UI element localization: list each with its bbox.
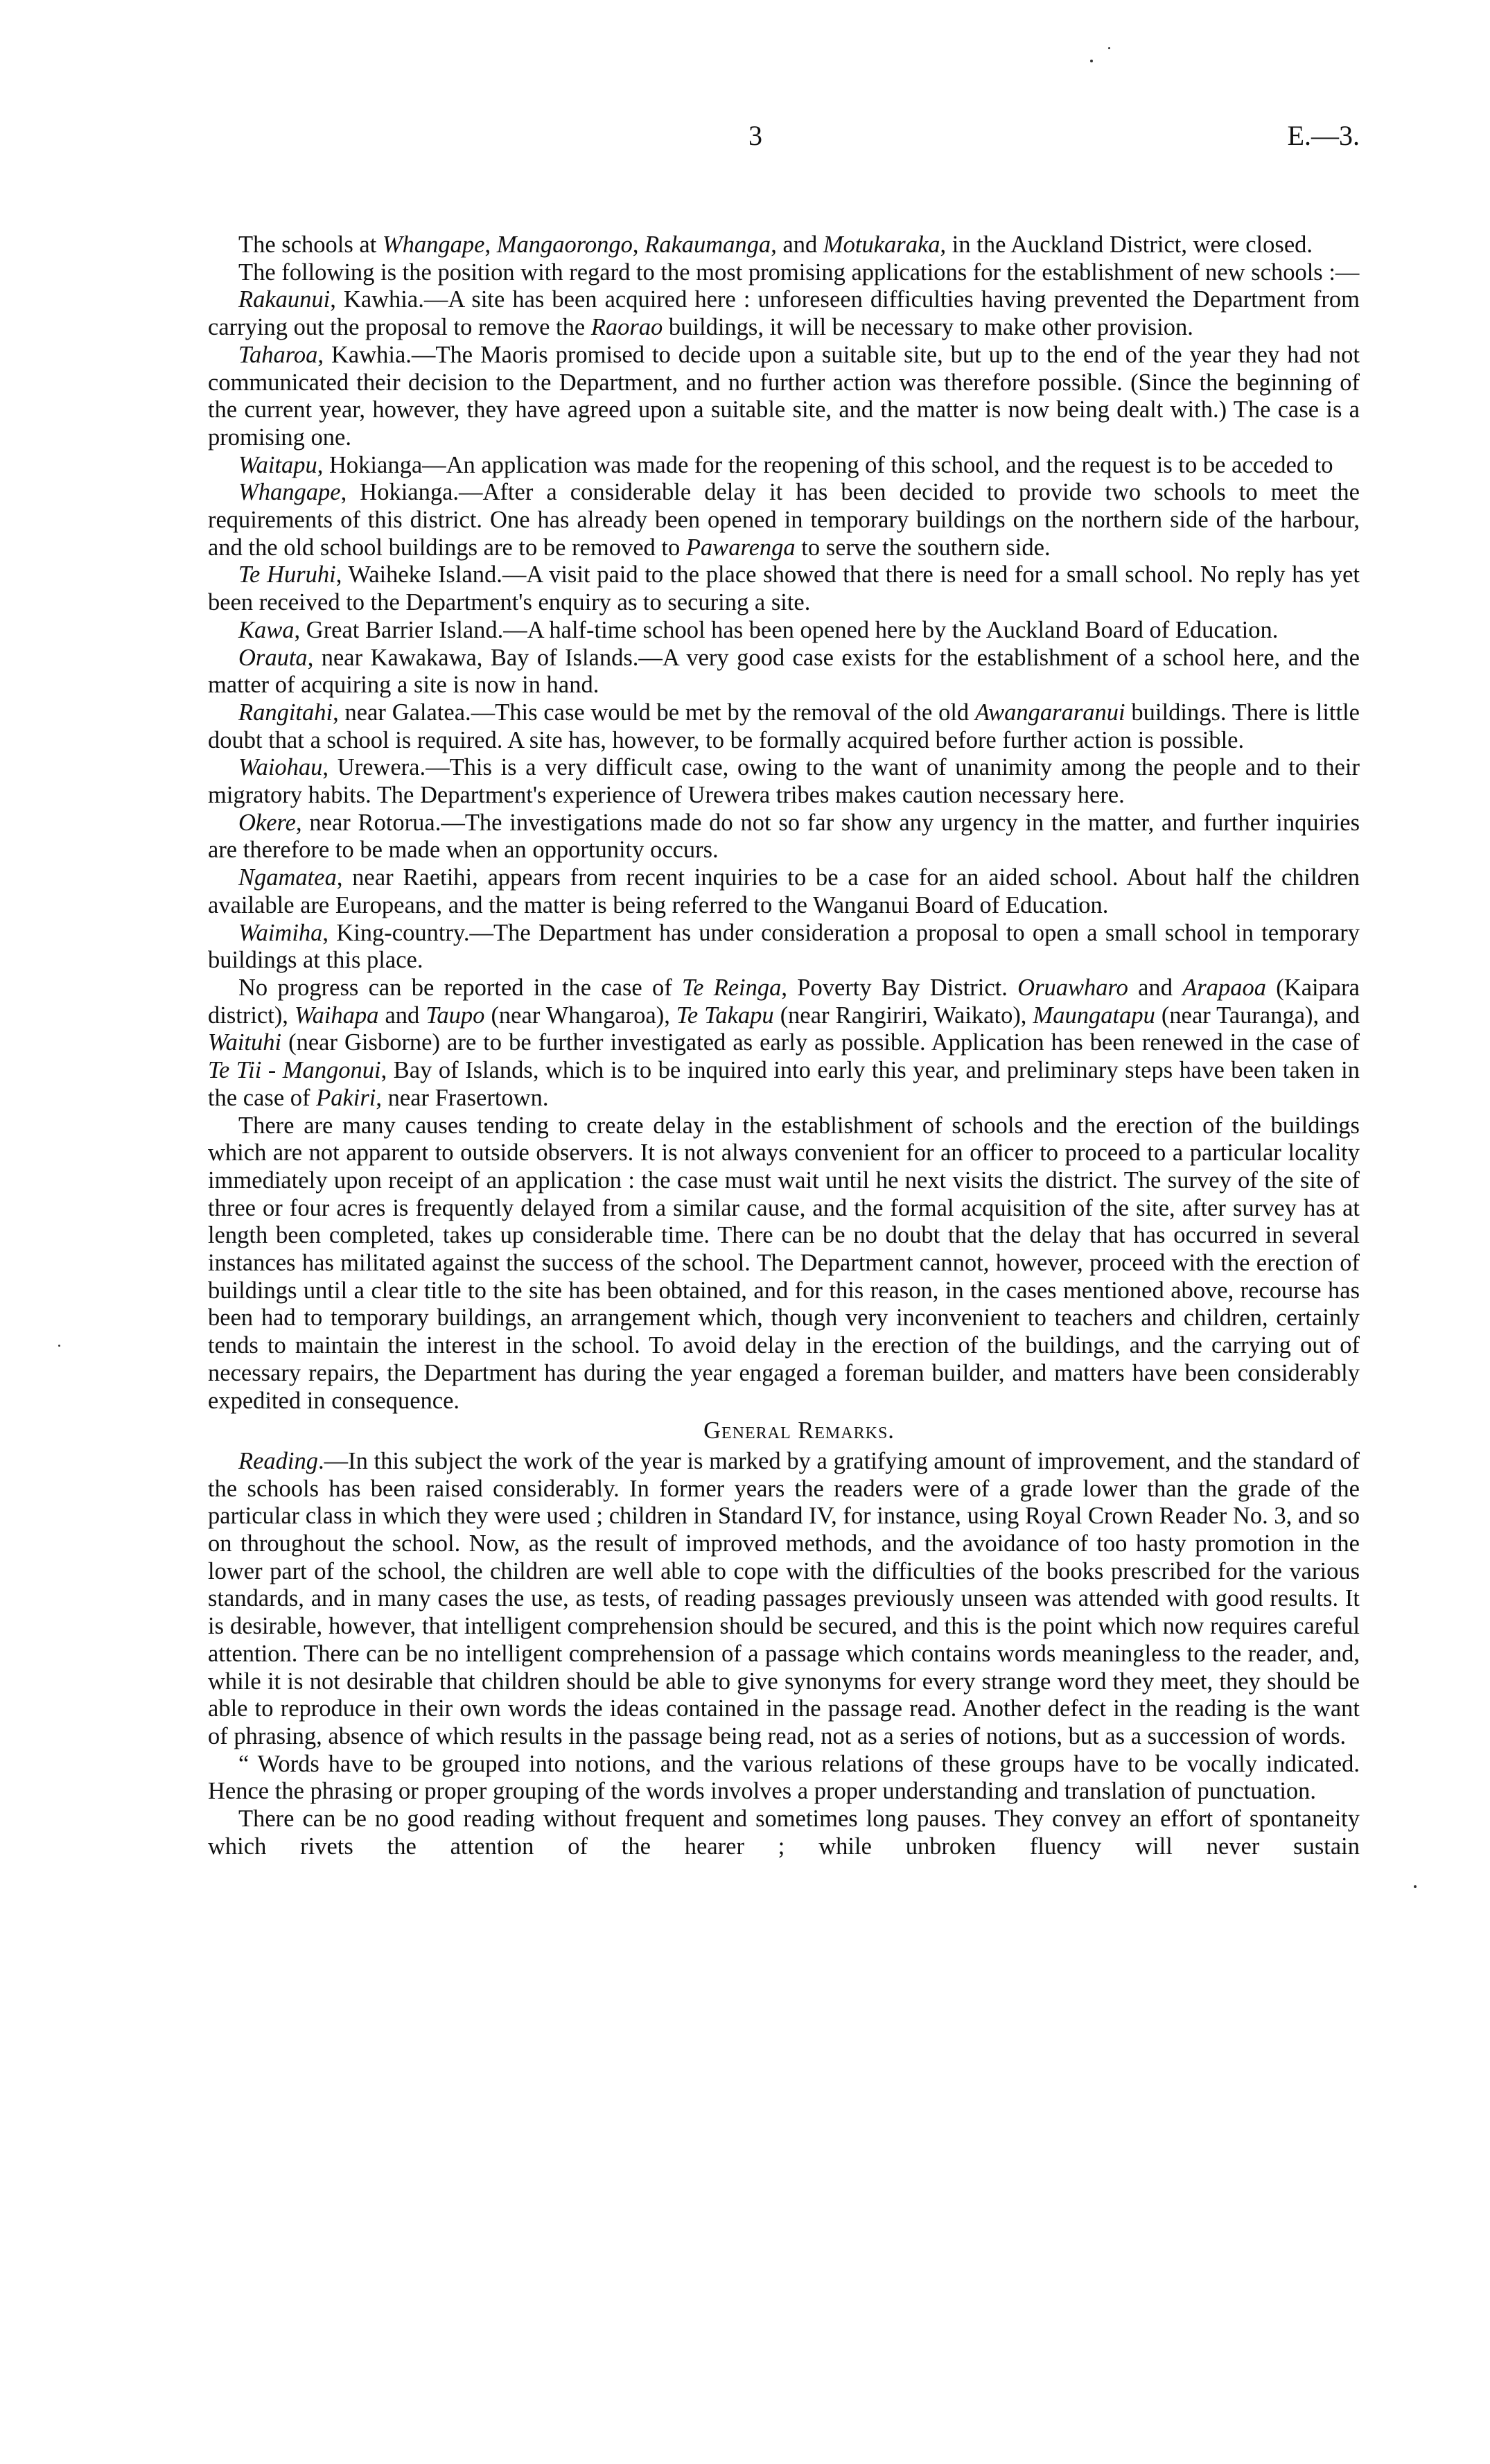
place-name: Awangararanui (975, 699, 1125, 726)
place-name: Waiohau (238, 754, 323, 781)
paragraph-text: , in the Auckland District, were closed. (940, 231, 1313, 258)
place-name: Ngamatea (238, 864, 337, 891)
paragraph-text: (Kaipara district), (208, 974, 1360, 1029)
paragraph-text: , near Frasertown. (376, 1084, 549, 1111)
paragraph (208, 452, 1360, 480)
place-name: Waituhi (208, 1029, 282, 1056)
paragraph-text: “ Words have to be grouped into notions, and the various relations of these groups have to be vocally indicated. Hence the phrasing or proper grouping of the words involves a proper understanding and translation of punctuation. (208, 1750, 1360, 1805)
paragraph-text: , (632, 231, 645, 258)
paragraph-text: There are many causes tending to create delay in the establishment of schools and the erection of the buildings which are not apparent to outside observers. It is not always convenient for an officer to proceed to a particular locality immediately upon receipt of an application : the case must wait until he next visits the district. The survey of the site of three or four acres is frequently delayed from a similar cause, and the formal acquisition of the site, after survey has at length been completed, takes up considerable time. There can be no doubt that the delay that has occurred in several instances has militated against the success of the school. The Department cannot, however, proceed with the erection of buildings until a clear title to the site has been obtained, and for this reason, in the cases mentioned above, recourse has been had to temporary buildings, an arrangement which, though very inconvenient to teachers and children, certainly tends to maintain the interest in the school. To avoid delay in the erection of the buildings, and the carrying out of necessary repairs, the Department has during the year engaged a foreman builder, and matters have been considerably expedited in consequence. (208, 1112, 1360, 1414)
paragraph-text: , near Kawakawa, Bay of Islands.—A very good case exists for the establishment of a school here, and the matter of acquiring a site is now in hand. (208, 644, 1360, 699)
paragraph-text: to serve the southern side. (795, 534, 1051, 561)
paragraph-text: , Kawhia.—The Maoris promised to decide upon a suitable site, but up to the end of the year they had not communicated their decision to the Department, and no further action was therefore possible. (Since the beginning of the current year, however, they have agreed upon a suitable site, and the matter is now being dealt with.) The case is a promising one. (208, 341, 1360, 451)
paragraph (208, 231, 1360, 259)
paragraph-text: and (378, 1002, 426, 1029)
paragraph (208, 754, 1360, 809)
place-name: Te Tii - Mangonui (208, 1057, 381, 1084)
paragraph-text: , Waiheke Island.—A visit paid to the place showed that there is need for a small school. No reply has yet been received to the Department's enquiry as to securing a site. (208, 561, 1360, 616)
paragraph-text: , Poverty Bay District. (781, 974, 1018, 1001)
report-paragraphs (208, 231, 1360, 1415)
paragraph-text: There can be no good reading without frequent and sometimes long pauses. They convey an effort of spontaneity which rivets the attention of the hearer ; while unbroken fluency will never sustain (208, 1806, 1360, 1860)
paragraph-text: , Hokianga—An application was made for the reopening of this school, and the request is to be acceded to (317, 451, 1333, 478)
place-name: Motukaraka (823, 231, 940, 258)
paragraph (208, 699, 1360, 754)
paragraph-text: , (484, 231, 497, 258)
place-name: Mangaorongo (496, 231, 633, 258)
paragraph (208, 1751, 1360, 1806)
scan-speck (58, 1345, 60, 1347)
page-number: 3 (748, 120, 762, 151)
paragraph (208, 342, 1360, 452)
place-name: Orauta (238, 644, 308, 671)
place-name: Whangape (238, 479, 341, 506)
document-body (208, 231, 1360, 1860)
paragraph (208, 259, 1360, 287)
paragraph (208, 479, 1360, 561)
paragraph-text: , King-country.—The Department has under consideration a proposal to open a small school in temporary buildings at this place. (208, 919, 1360, 974)
paragraph (208, 1112, 1360, 1415)
paragraph-text: (near Tauranga), and (1155, 1002, 1360, 1029)
section-heading: General Remarks. (703, 1417, 895, 1444)
general-remarks-paragraphs (208, 1448, 1360, 1861)
place-name: Rakaumanga (645, 231, 771, 258)
paragraph-text: , Kawhia.—A site has been acquired here : unforeseen difficulties having prevented the Department from carrying out the proposal to remove the (208, 286, 1360, 341)
place-name: Raorao (590, 314, 663, 341)
paragraph (208, 920, 1360, 975)
place-name: Rakaunui (238, 286, 331, 313)
document-reference: E.—3. (1287, 120, 1360, 151)
paragraph (208, 561, 1360, 616)
paragraph (208, 975, 1360, 1112)
place-name: Whangape (382, 231, 485, 258)
place-name: Taupo (426, 1002, 485, 1029)
paragraph-text: , near Galatea.—This case would be met by the removal of the old (333, 699, 975, 726)
paragraph-text: (near Gisborne) are to be further investigated as early as possible. Application has been renewed in the case of (281, 1029, 1360, 1056)
place-name: Waitapu (238, 451, 317, 478)
place-name: Arapaoa (1182, 974, 1267, 1001)
scan-speck (1414, 1885, 1417, 1888)
paragraph-text: , Bay of Islands, which is to be inquired into early this year, and preliminary steps have been taken in the case of (208, 1057, 1360, 1111)
paragraph (208, 810, 1360, 864)
paragraph-text: .—In this subject the work of the year is marked by a gratifying amount of improvement, and the standard of the schools has been raised considerably. In former years the readers were of a grade lower than the grade of the particular class in which they were used ; children in Standard IV, for instance, using Royal Crown Reader No. 3, and so on throughout the school. Now, as the result of improved methods, and the avoidance of too hasty promotion in the lower part of the school, the children are well able to cope with the difficulties of the books prescribed for the various standards, and in many cases the use, as tests, of reading passages previously unseen was attended with good results. It is desirable, however, that intelligent comprehension should be secured, and this is the point which now requires careful attention. There can be no intelligent comprehension of a passage which contains words meaningless to the reader, and, while it is not desirable that children should be able to give synonyms for every strange word they meet, they should be able to reproduce in their own words the ideas contained in the passage read. Another defect in the reading is the want of phrasing, absence of which results in the passage being read, not as a series of notions, but as a succession of words. (208, 1447, 1360, 1749)
paragraph (208, 617, 1360, 645)
paragraph-text: , Hokianga.—After a considerable delay it has been decided to provide two schools to meet the requirements of this district. One has already been opened in temporary buildings on the northern side of the harbour, and the old school buildings are to be removed to (208, 479, 1360, 561)
place-name: Reading (238, 1447, 318, 1474)
scan-speck (1108, 47, 1110, 49)
place-name: Kawa (238, 616, 295, 643)
paragraph-text: and (1128, 974, 1183, 1001)
paragraph-text: (near Whangaroa), (484, 1002, 676, 1029)
place-name: Pakiri (316, 1084, 376, 1111)
place-name: Maungatapu (1033, 1002, 1155, 1029)
paragraph-text: , near Rotorua.—The investigations made do not so far show any urgency in the matter, and further inquiries are therefore to be made when an opportunity occurs. (208, 809, 1360, 864)
place-name: Oruawharo (1017, 974, 1128, 1001)
place-name: Waihapa (295, 1002, 379, 1029)
paragraph (208, 286, 1360, 341)
paragraph-text: The schools at (238, 231, 383, 258)
paragraph-text: , near Raetihi, appears from recent inquiries to be a case for an aided school. About half the children available are Europeans, and the matter is being referred to the Wanganui Board of Education. (208, 864, 1360, 918)
scan-speck (1090, 60, 1093, 62)
place-name: Te Takapu (676, 1002, 774, 1029)
place-name: Taharoa (238, 341, 318, 368)
paragraph (208, 645, 1360, 699)
paragraph-text: , Urewera.—This is a very difficult case, owing to the want of unanimity among the people and to their migratory habits. The Department's experience of Urewera tribes makes caution necessary here. (208, 754, 1360, 809)
paragraph-text: , and (771, 231, 823, 258)
place-name: Pawarenga (685, 534, 796, 561)
place-name: Rangitahi (238, 699, 333, 726)
paragraph-text: (near Rangiriri, Waikato), (773, 1002, 1033, 1029)
paragraph-text: The following is the position with regard to the most promising applications for the establishment of new schools :— (238, 259, 1360, 286)
paragraph (208, 1806, 1360, 1860)
paragraph-text: buildings. There is little doubt that a school is required. A site has, however, to be formally acquired before further action is possible. (208, 699, 1360, 753)
paragraph-text: buildings, it will be necessary to make other provision. (663, 314, 1193, 341)
paragraph (208, 864, 1360, 919)
place-name: Waimiha (238, 919, 323, 946)
place-name: Okere (238, 809, 296, 836)
place-name: Te Huruhi (238, 561, 336, 588)
paragraph-text: No progress can be reported in the case of (238, 974, 683, 1001)
page-header (208, 119, 1360, 154)
place-name: Te Reinga (682, 974, 782, 1001)
paragraph (208, 1448, 1360, 1751)
paragraph-text: , Great Barrier Island.—A half-time school has been opened here by the Auckland Board of Education. (294, 616, 1279, 643)
